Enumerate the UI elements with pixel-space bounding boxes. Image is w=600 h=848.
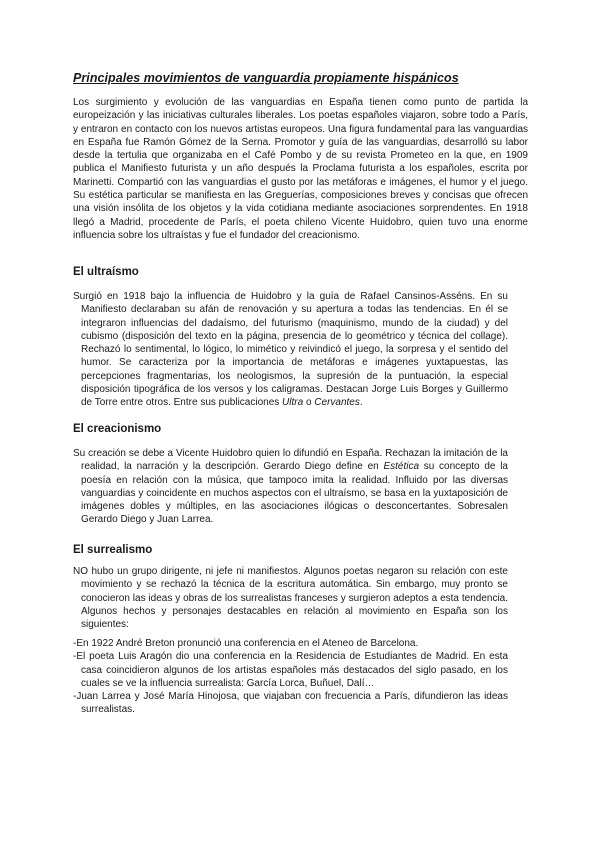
page-title: Principales movimientos de vanguardia propiamente hispánicos (73, 71, 459, 85)
ultraismo-text: Surgió en 1918 bajo la influencia de Huidobro y la guía de Rafael Cansinos-Asséns. En su Manifiesto declaraban su afán de renovación y su apertura a todas las tendencias. En él se integraron influencias del dadaísmo, del futurismo (maquinismo, mundo de la ciudad) y del cubismo (disposición del texto en la página, presencia de lo geométrico y técnica del collage). Rechazó lo sentimental, lo lógico, lo mimético y reivindicó el juego, la sorpresa y el sentido del humor. Se caracteriza por la importancia de metáforas e imágenes yuxtapuestas, las percepciones fragmentarias, los neologismos, la supresión de la puntuación, la especial disposición tipográfica de los versos y los caligramas. Destacan Jorge Luis Borges y Guillermo de Torre entre otros. Entre sus publicaciones (73, 291, 508, 409)
creacionismo-text-b: su concepto de la poesía en relación con la música, que tampoco imita la realidad. Influido por las diversas vanguardias y coincidente en muchos aspectos con el ultraísmo, se basa en la yuxtaposición de imágenes dobles y múltiples, en las asociaciones ilógicas o desconcertantes. Sobresalen Gerardo Diego y Juan Larrea. (81, 461, 508, 526)
ultraismo-paragraph (73, 290, 508, 410)
list-item: -Juan Larrea y José María Hinojosa, que viajaban con frecuencia a París, difundieron las ideas surrealistas. (73, 691, 508, 716)
publication-ultra: Ultra (282, 397, 304, 409)
conjunction: o (303, 397, 315, 409)
surrealismo-paragraph: NO hubo un grupo dirigente, ni jefe ni manifiestos. Algunos poetas negaron su relación con este movimiento y se rechazó la técnica de la escritura automática. Sin embargo, muy pronto se conocieron las ideas y obras de los surrealistas franceses y surgieron adeptos a esta tendencia. Algunos hechos y personajes destacables en relación al movimiento en España son los siguientes: (73, 566, 508, 631)
creacionismo-paragraph (73, 447, 508, 527)
surrealismo-list (73, 637, 508, 717)
list-item: -El poeta Luis Aragón dio una conferencia en la Residencia de Estudiantes de Madrid. En esta casa coincidieron algunos de los artistas españoles más destacados del siglo pasado, en los cuales se ve la influencia surrealista: García Lorca, Buñuel, Dalí… (73, 651, 508, 689)
publication-cervantes: Cervantes (314, 397, 360, 409)
heading-ultraismo: El ultraísmo (73, 266, 139, 278)
work-estetica: Estética (383, 461, 420, 473)
intro-paragraph: Los surgimiento y evolución de las vanguardias en España tienen como punto de partida la europeización y las iniciativas culturales liberales. Los poetas españoles viajaron, sobre todo a París, y entraron en contacto con los nuevos artistas europeos. Una figura fundamental para las vanguardias en España fue Ramón Gómez de la Serna. Promotor y guía de las vanguardias, desarrolló su labor desde la tertulia que organizaba en el Café Pombo y de su revista Prometeo en la que, en 1909 publica el Manifiesto futurista y un año después la Proclama futurista a los españoles, escrita por Marinetti. Compartió con las vanguardias el gusto por las metáforas e imágenes, el humor y el juego. Su estética particular se manifiesta en las Greguerías, composiciones breves y concisas que ofrecen una visión insólita de los objetos y la vida cotidiana mediante asociaciones sorprendentes. En 1918 llegó a Madrid, procedente de París, el poeta chileno Vicente Huidobro, quien tuvo una enorme influencia sobre los ultraístas y fue el fundador del creacionismo. (73, 97, 528, 241)
heading-creacionismo: El creacionismo (73, 423, 162, 435)
heading-surrealismo: El surrealismo (73, 544, 153, 556)
list-item: -En 1922 André Breton pronunció una conferencia en el Ateneo de Barcelona. (73, 638, 419, 649)
creacionismo-text-a: Su creación se debe a Vicente Huidobro quien lo difundió en España. Rechazan la imitación de la realidad, la narración y la descripción. Gerardo Diego define en (73, 448, 508, 473)
period: . (359, 397, 363, 409)
